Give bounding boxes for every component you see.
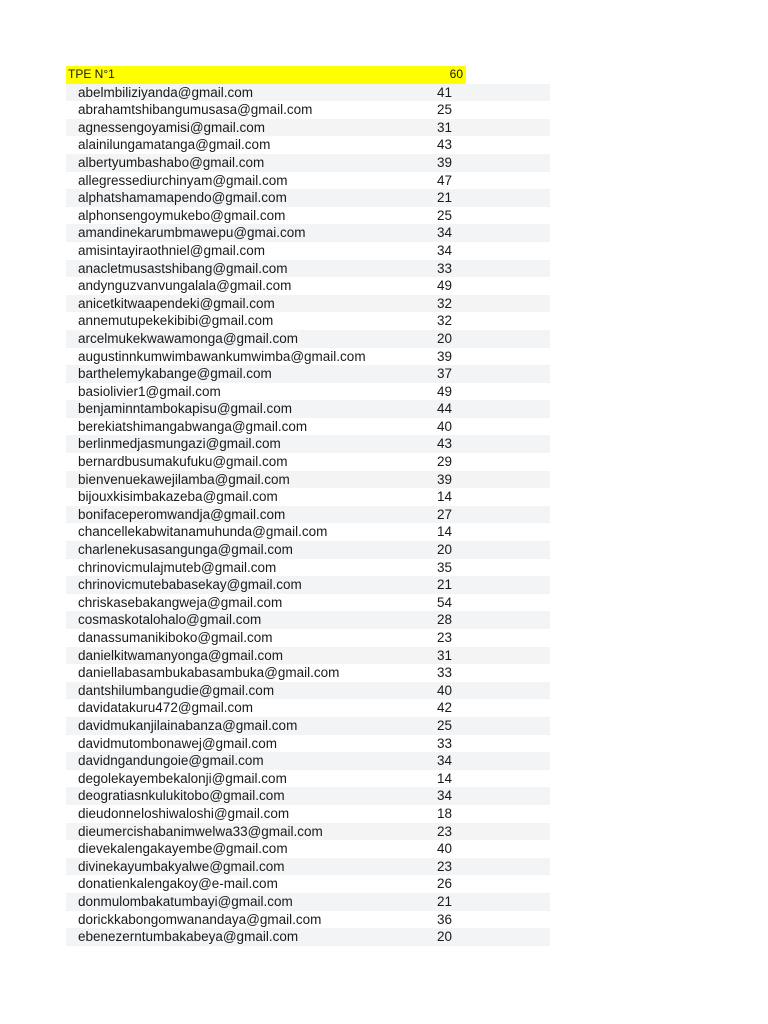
email-cell: amisintayiraothniel@gmail.com (78, 242, 266, 258)
table-row[interactable] (66, 823, 550, 841)
row-main-cell[interactable] (66, 541, 466, 559)
table-row[interactable] (66, 840, 550, 858)
table-row[interactable] (66, 84, 550, 102)
row-main-cell[interactable] (66, 735, 466, 753)
row-main-cell[interactable] (66, 260, 466, 278)
row-main-cell[interactable] (66, 559, 466, 577)
email-cell: anacletmusastshibang@gmail.com (78, 260, 288, 276)
row-main-cell[interactable] (66, 823, 466, 841)
row-main-cell[interactable] (66, 295, 466, 313)
score-cell: 20 (436, 542, 452, 558)
score-cell: 47 (436, 172, 452, 188)
table-row[interactable] (66, 383, 550, 401)
row-main-cell[interactable] (66, 330, 466, 348)
table-row[interactable] (66, 365, 550, 383)
empty-cell[interactable] (466, 805, 550, 823)
empty-cell[interactable] (466, 418, 550, 436)
score-cell: 39 (436, 154, 452, 170)
table-row[interactable] (66, 559, 550, 577)
score-cell: 42 (436, 700, 452, 716)
empty-cell[interactable] (466, 823, 550, 841)
row-main-cell[interactable] (66, 154, 466, 172)
row-main-cell[interactable] (66, 805, 466, 823)
table-row[interactable] (66, 224, 550, 242)
empty-cell[interactable] (466, 840, 550, 858)
score-cell: 33 (436, 735, 452, 751)
table-row[interactable] (66, 101, 550, 119)
empty-cell[interactable] (466, 875, 550, 893)
row-main-cell[interactable] (66, 84, 466, 102)
score-cell: 28 (436, 612, 452, 628)
score-cell: 21 (436, 893, 452, 909)
table-row[interactable] (66, 488, 550, 506)
table-row[interactable] (66, 400, 550, 418)
email-cell: divinekayumbakyalwe@gmail.com (78, 858, 285, 874)
email-cell: amandinekarumbmawepu@gmai.com (78, 225, 306, 241)
email-cell: benjaminntambokapisu@gmail.com (78, 401, 293, 417)
email-cell: arcelmukekwawamonga@gmail.com (78, 330, 299, 346)
empty-cell[interactable] (466, 84, 550, 102)
score-cell: 40 (436, 841, 452, 857)
table-row[interactable] (66, 858, 550, 876)
score-cell: 26 (436, 876, 452, 892)
score-cell: 31 (436, 119, 452, 135)
table-row[interactable] (66, 154, 550, 172)
table-row[interactable] (66, 735, 550, 753)
empty-cell[interactable] (466, 559, 550, 577)
email-cell: abrahamtshibangumusasa@gmail.com (78, 102, 313, 118)
score-cell: 27 (436, 506, 452, 522)
email-cell: allegressediurchinyam@gmail.com (78, 172, 288, 188)
score-cell: 54 (436, 594, 452, 610)
table-row[interactable] (66, 136, 550, 154)
empty-cell[interactable] (466, 770, 550, 788)
table-rows (66, 84, 550, 946)
score-cell: 33 (436, 260, 452, 276)
table-row[interactable] (66, 717, 550, 735)
email-cell: alphonsengoymukebo@gmail.com (78, 207, 286, 223)
table-row[interactable] (66, 699, 550, 717)
row-main-cell[interactable] (66, 207, 466, 225)
row-main-cell[interactable] (66, 312, 466, 330)
table-row[interactable] (66, 418, 550, 436)
empty-cell[interactable] (466, 136, 550, 154)
header-total: 60 (449, 67, 463, 81)
empty-cell[interactable] (466, 101, 550, 119)
table-row[interactable] (66, 242, 550, 260)
email-cell: davidatakuru472@gmail.com (78, 700, 254, 716)
empty-cell[interactable] (466, 119, 550, 137)
score-cell: 36 (436, 911, 452, 927)
empty-cell[interactable] (466, 858, 550, 876)
email-cell: berlinmedjasmungazi@gmail.com (78, 436, 281, 452)
score-cell: 49 (436, 383, 452, 399)
email-cell: andynguzvanvungalala@gmail.com (78, 278, 292, 294)
email-cell: annemutupekekibibi@gmail.com (78, 313, 274, 329)
spreadsheet-table (66, 66, 550, 946)
empty-cell[interactable] (466, 400, 550, 418)
table-row[interactable] (66, 893, 550, 911)
row-main-cell[interactable] (66, 858, 466, 876)
header-title: TPE N°1 (68, 67, 115, 81)
table-row[interactable] (66, 330, 550, 348)
score-cell: 34 (436, 788, 452, 804)
table-row[interactable] (66, 295, 550, 313)
score-cell: 44 (436, 401, 452, 417)
empty-cell[interactable] (466, 242, 550, 260)
table-row[interactable] (66, 770, 550, 788)
score-cell: 32 (436, 313, 452, 329)
table-row[interactable] (66, 435, 550, 453)
row-main-cell[interactable] (66, 875, 466, 893)
score-cell: 21 (436, 577, 452, 593)
table-row[interactable] (66, 277, 550, 295)
empty-cell[interactable] (466, 911, 550, 929)
row-main-cell[interactable] (66, 418, 466, 436)
score-cell: 33 (436, 665, 452, 681)
email-cell: bienvenuekawejilamba@gmail.com (78, 471, 290, 487)
table-row[interactable] (66, 207, 550, 225)
table-row[interactable] (66, 523, 550, 541)
email-cell: anicetkitwaapendeki@gmail.com (78, 295, 275, 311)
score-cell: 40 (436, 682, 452, 698)
table-row[interactable] (66, 471, 550, 489)
empty-cell[interactable] (466, 541, 550, 559)
table-row[interactable] (66, 172, 550, 190)
email-cell: berekiatshimangabwanga@gmail.com (78, 418, 308, 434)
score-cell: 39 (436, 471, 452, 487)
row-main-cell[interactable] (66, 787, 466, 805)
score-cell: 43 (436, 436, 452, 452)
row-main-cell[interactable] (66, 101, 466, 119)
row-main-cell[interactable] (66, 242, 466, 260)
score-cell: 35 (436, 559, 452, 575)
email-cell: deogratiasnkulukitobo@gmail.com (78, 788, 285, 804)
row-main-cell[interactable] (66, 277, 466, 295)
email-cell: bijouxkisimbakazeba@gmail.com (78, 489, 278, 505)
empty-cell[interactable] (466, 893, 550, 911)
table-row[interactable] (66, 506, 550, 524)
empty-cell[interactable] (466, 752, 550, 770)
row-main-cell[interactable] (66, 770, 466, 788)
table-row[interactable] (66, 312, 550, 330)
row-main-cell[interactable] (66, 664, 466, 682)
empty-cell[interactable] (466, 207, 550, 225)
score-cell: 18 (436, 805, 452, 821)
row-main-cell[interactable] (66, 119, 466, 137)
email-cell: alainilungamatanga@gmail.com (78, 137, 271, 153)
table-row[interactable] (66, 260, 550, 278)
email-cell: cosmaskotalohalo@gmail.com (78, 612, 262, 628)
email-cell: donatienkalengakoy@e-mail.com (78, 876, 278, 892)
email-cell: donmulombakatumbayi@gmail.com (78, 893, 293, 909)
table-row[interactable] (66, 752, 550, 770)
email-cell: dieudonneloshiwaloshi@gmail.com (78, 805, 290, 821)
row-main-cell[interactable] (66, 752, 466, 770)
email-cell: dantshilumbangudie@gmail.com (78, 682, 275, 698)
score-cell: 29 (436, 454, 452, 470)
empty-cell[interactable] (466, 488, 550, 506)
row-main-cell[interactable] (66, 488, 466, 506)
empty-cell[interactable] (466, 453, 550, 471)
header-row[interactable] (66, 66, 466, 84)
email-cell: augustinnkumwimbawankumwimba@gmail.com (78, 348, 366, 364)
email-cell: dorickkabongomwanandaya@gmail.com (78, 911, 322, 927)
table-row[interactable] (66, 875, 550, 893)
score-cell: 43 (436, 137, 452, 153)
score-cell: 20 (436, 929, 452, 945)
row-main-cell[interactable] (66, 471, 466, 489)
row-main-cell[interactable] (66, 717, 466, 735)
email-cell: dieumercishabanimwelwa33@gmail.com (78, 823, 323, 839)
email-cell: dievekalengakayembe@gmail.com (78, 841, 288, 857)
email-cell: davidngandungoie@gmail.com (78, 753, 264, 769)
email-cell: charlenekusasangunga@gmail.com (78, 542, 293, 558)
row-main-cell[interactable] (66, 647, 466, 665)
empty-cell[interactable] (466, 172, 550, 190)
table-row[interactable] (66, 541, 550, 559)
score-cell: 40 (436, 418, 452, 434)
row-main-cell[interactable] (66, 928, 466, 946)
empty-cell[interactable] (466, 523, 550, 541)
score-cell: 41 (436, 84, 452, 100)
score-cell: 23 (436, 858, 452, 874)
empty-cell[interactable] (466, 682, 550, 700)
email-cell: agnessengoyamisi@gmail.com (78, 119, 266, 135)
empty-cell[interactable] (466, 787, 550, 805)
row-main-cell[interactable] (66, 136, 466, 154)
score-cell: 32 (436, 295, 452, 311)
empty-cell[interactable] (466, 594, 550, 612)
row-main-cell[interactable] (66, 699, 466, 717)
empty-cell[interactable] (466, 260, 550, 278)
score-cell: 34 (436, 753, 452, 769)
email-cell: abelmbiliziyanda@gmail.com (78, 84, 254, 100)
empty-cell[interactable] (466, 189, 550, 207)
score-cell: 25 (436, 102, 452, 118)
table-row[interactable] (66, 647, 550, 665)
row-main-cell[interactable] (66, 840, 466, 858)
score-cell: 49 (436, 278, 452, 294)
empty-cell[interactable] (466, 348, 550, 366)
score-cell: 23 (436, 630, 452, 645)
empty-cell[interactable] (466, 629, 550, 647)
score-cell: 25 (436, 717, 452, 733)
row-main-cell[interactable] (66, 611, 466, 629)
table-row[interactable] (66, 576, 550, 594)
email-cell: danassumanikiboko@gmail.com (78, 630, 273, 645)
table-row[interactable] (66, 453, 550, 471)
email-cell: alphatshamamapendo@gmail.com (78, 190, 287, 206)
row-main-cell[interactable] (66, 682, 466, 700)
email-cell: chrinovicmutebabasekay@gmail.com (78, 577, 302, 593)
empty-cell[interactable] (466, 383, 550, 401)
email-cell: bonifaceperomwandja@gmail.com (78, 506, 286, 522)
row-main-cell[interactable] (66, 453, 466, 471)
empty-cell[interactable] (466, 717, 550, 735)
row-main-cell[interactable] (66, 893, 466, 911)
score-cell: 39 (436, 348, 452, 364)
empty-cell[interactable] (466, 928, 550, 946)
row-main-cell[interactable] (66, 172, 466, 190)
score-cell: 34 (436, 242, 452, 258)
score-cell: 23 (436, 823, 452, 839)
table-row[interactable] (66, 787, 550, 805)
email-cell: chrinovicmulajmuteb@gmail.com (78, 559, 277, 575)
score-cell: 31 (436, 647, 452, 663)
table-row[interactable] (66, 664, 550, 682)
table-row[interactable] (66, 682, 550, 700)
table-row[interactable] (66, 611, 550, 629)
row-main-cell[interactable] (66, 383, 466, 401)
row-main-cell[interactable] (66, 400, 466, 418)
email-cell: barthelemykabange@gmail.com (78, 366, 272, 382)
row-main-cell[interactable] (66, 224, 466, 242)
score-cell: 14 (436, 770, 452, 786)
score-cell: 25 (436, 207, 452, 223)
email-cell: albertyumbashabo@gmail.com (78, 154, 265, 170)
score-cell: 20 (436, 330, 452, 346)
row-main-cell[interactable] (66, 348, 466, 366)
row-main-cell[interactable] (66, 594, 466, 612)
table-row[interactable] (66, 911, 550, 929)
empty-cell[interactable] (466, 154, 550, 172)
score-cell: 21 (436, 190, 452, 206)
row-main-cell[interactable] (66, 576, 466, 594)
email-cell: chriskasebakangweja@gmail.com (78, 594, 283, 610)
row-main-cell[interactable] (66, 523, 466, 541)
empty-cell[interactable] (466, 611, 550, 629)
empty-cell[interactable] (466, 699, 550, 717)
table-row[interactable] (66, 594, 550, 612)
empty-cell[interactable] (466, 365, 550, 383)
empty-cell[interactable] (466, 506, 550, 524)
table-row[interactable] (66, 189, 550, 207)
empty-cell[interactable] (466, 224, 550, 242)
email-cell: degolekayembekalonji@gmail.com (78, 770, 287, 786)
score-cell: 14 (436, 524, 452, 540)
empty-cell[interactable] (466, 312, 550, 330)
table-row[interactable] (66, 348, 550, 366)
empty-cell[interactable] (466, 735, 550, 753)
table-row[interactable] (66, 928, 550, 946)
score-cell: 14 (436, 489, 452, 505)
score-cell: 34 (436, 225, 452, 241)
empty-cell[interactable] (466, 435, 550, 453)
email-cell: chancellekabwitanamuhunda@gmail.com (78, 524, 328, 540)
row-main-cell[interactable] (66, 506, 466, 524)
empty-cell[interactable] (466, 330, 550, 348)
score-cell: 37 (436, 366, 452, 382)
empty-cell[interactable] (466, 647, 550, 665)
email-cell: ebenezerntumbakabeya@gmail.com (78, 929, 299, 945)
row-main-cell[interactable] (66, 189, 466, 207)
row-main-cell[interactable] (66, 365, 466, 383)
email-cell: bernardbusumakufuku@gmail.com (78, 454, 288, 470)
email-cell: daniellabasambukabasambuka@gmail.com (78, 665, 340, 681)
table-row[interactable] (66, 805, 550, 823)
row-main-cell[interactable] (66, 435, 466, 453)
table-row[interactable] (66, 119, 550, 137)
email-cell: davidmutombonawej@gmail.com (78, 735, 278, 751)
empty-cell[interactable] (466, 471, 550, 489)
empty-cell[interactable] (466, 277, 550, 295)
email-cell: davidmukanjilainabanza@gmail.com (78, 717, 298, 733)
table-row[interactable] (66, 629, 550, 647)
email-cell: danielkitwamanyonga@gmail.com (78, 647, 284, 663)
empty-cell[interactable] (466, 295, 550, 313)
empty-cell[interactable] (466, 664, 550, 682)
row-main-cell[interactable] (66, 911, 466, 929)
email-cell: basiolivier1@gmail.com (78, 383, 221, 399)
row-main-cell[interactable] (66, 629, 466, 647)
empty-cell[interactable] (466, 576, 550, 594)
